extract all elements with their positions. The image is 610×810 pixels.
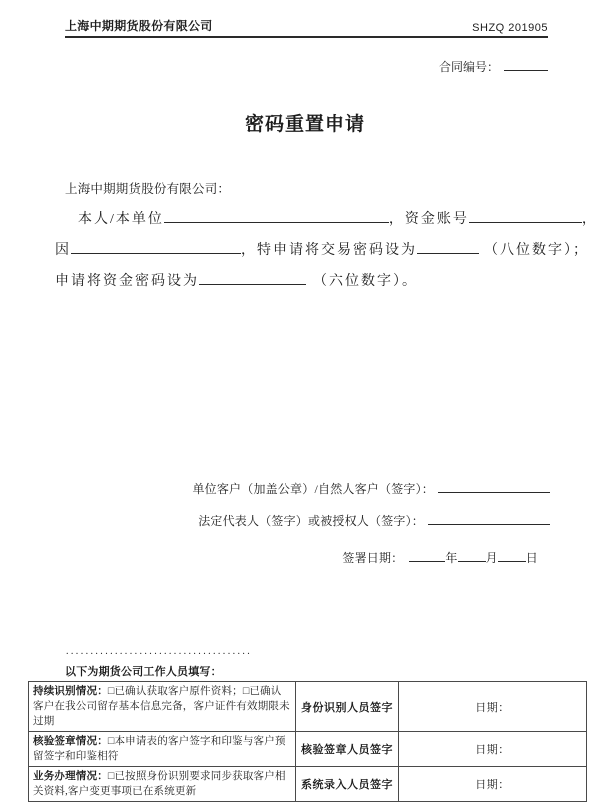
contract-number-line (439, 57, 548, 75)
account-label: ，资金账号 (388, 212, 469, 227)
body-line-1 (55, 204, 603, 235)
seal-verification-text: 本申请表的客户签字和印鉴与客户预留签字和印鉴相符 (33, 736, 286, 762)
checkbox-icon[interactable]: □ (107, 736, 115, 747)
month-blank[interactable] (458, 548, 486, 562)
client-signature-label: 单位客户（加盖公章）/自然人客户（签字）： (192, 482, 434, 496)
form-code: SHZQ 201905 (472, 22, 548, 34)
dotted-separator: ...................................... (66, 646, 253, 657)
year-label: 年 (445, 551, 458, 565)
business-processing-cell (29, 767, 296, 802)
client-signature-blank[interactable] (438, 479, 550, 493)
day-blank[interactable] (498, 548, 526, 562)
trade-password-label: ，特申请将交易密码设为 (241, 243, 417, 258)
application-body (55, 204, 603, 297)
line1-comma: ， (581, 212, 598, 227)
business-processing-label: 业务办理情况： (33, 771, 108, 782)
fund-password-label: 申请将资金密码设为 (55, 274, 199, 289)
checkbox-icon[interactable]: □ (242, 686, 250, 697)
signing-date-label: 签署日期： (342, 551, 404, 565)
company-name: 上海中期期货股份有限公司 (65, 19, 213, 33)
table-row (29, 767, 587, 802)
table-row (29, 682, 587, 732)
staff-only-note: 以下为期货公司工作人员填写： (65, 666, 222, 678)
contract-number-label: 合同编号： (438, 60, 499, 74)
representative-signature-blank[interactable] (428, 511, 550, 525)
system-entry-date-cell[interactable]: 日期： (399, 767, 587, 802)
identification-signer-label: 身份识别人员签字 (296, 682, 399, 732)
identification-status-text-2: 已确认客户在我公司留存基本信息完备，客户证件有效期限未过期 (33, 686, 290, 727)
seal-verification-label: 核验签章情况： (33, 736, 108, 747)
staff-review-table (28, 681, 587, 802)
trade-password-blank[interactable] (417, 240, 479, 254)
day-label: 日 (525, 551, 538, 565)
identification-status-label: 持续识别情况： (33, 686, 108, 697)
eight-digit-note: （八位数字）； (484, 243, 589, 258)
month-label: 月 (485, 551, 498, 565)
table-row (29, 732, 587, 767)
seal-verification-date-cell[interactable]: 日期： (399, 732, 587, 767)
representative-signature-line (198, 511, 550, 529)
body-line-3 (55, 266, 603, 297)
account-number-blank[interactable] (469, 209, 582, 223)
representative-signature-label: 法定代表人（签字）或被授权人（签字）： (198, 514, 424, 528)
document-title: 密码重置申请 (244, 114, 365, 135)
applicant-name-blank[interactable] (164, 209, 389, 223)
six-digit-note: （六位数字）。 (313, 274, 418, 289)
identification-status-cell (29, 682, 296, 732)
seal-verification-cell (29, 732, 296, 767)
business-processing-text: 已按照身份识别要求同步获取客户相关资料,客户变更事项已在系统更新 (33, 771, 286, 797)
reason-blank[interactable] (71, 240, 241, 254)
fund-password-blank[interactable] (199, 271, 306, 285)
seal-verification-signer-label: 核验签章人员签字 (296, 732, 399, 767)
page-header (65, 15, 548, 38)
year-blank[interactable] (409, 548, 445, 562)
body-line-2 (55, 235, 603, 266)
applicant-label: 本人/本单位 (78, 212, 164, 227)
signing-date-line (342, 548, 538, 566)
addressee-line: 上海中期期货股份有限公司： (65, 182, 231, 196)
identification-date-cell[interactable]: 日期： (399, 682, 587, 732)
identification-status-text-1: 已确认获取客户原件资料； (114, 686, 243, 697)
client-signature-line (192, 479, 550, 497)
checkbox-icon[interactable]: □ (107, 686, 115, 697)
system-entry-signer-label: 系统录入人员签字 (296, 767, 399, 802)
checkbox-icon[interactable]: □ (107, 771, 115, 782)
contract-number-blank[interactable] (504, 57, 548, 71)
reason-label: 因 (55, 243, 71, 258)
